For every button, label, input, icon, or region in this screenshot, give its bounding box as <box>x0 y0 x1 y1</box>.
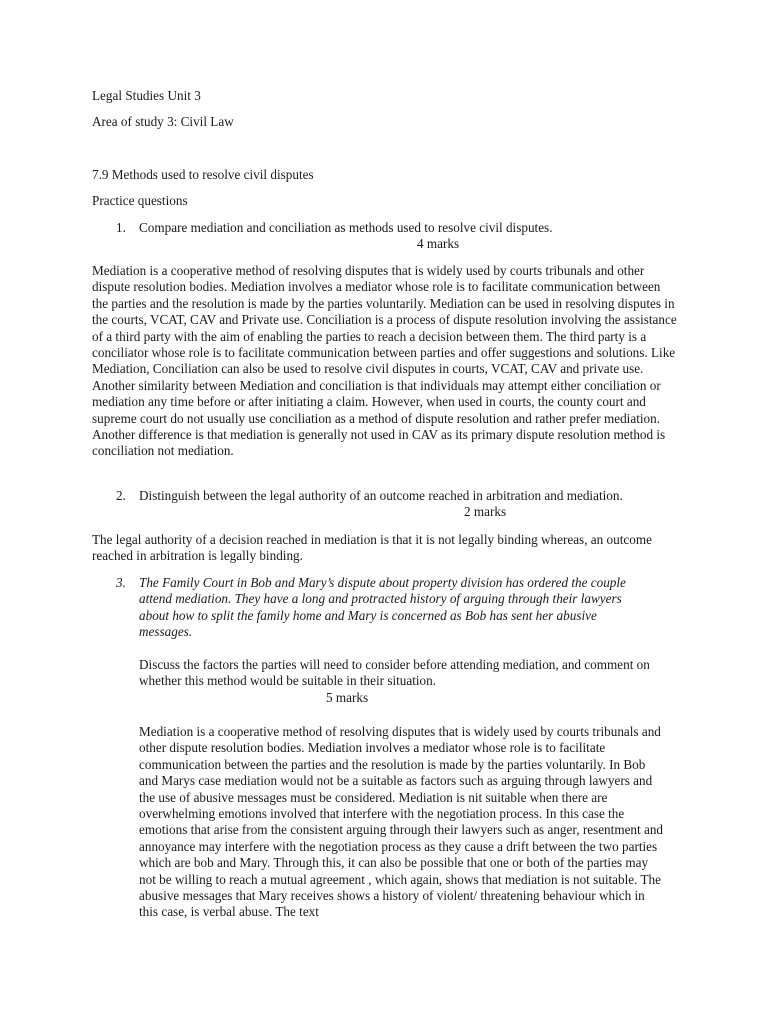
question-3-text: Discuss the factors the parties will need to consider before attending mediation, and comment on whether this method would be suitable in their situation. <box>139 657 650 689</box>
section-title: 7.9 Methods used to resolve civil disputes <box>92 167 314 182</box>
unit-title: Legal Studies Unit 3 <box>92 88 201 103</box>
question-2-text: Distinguish between the legal authority of an outcome reached in arbitration and mediation. <box>139 488 623 503</box>
question-3-answer: Mediation is a cooperative method of resolving disputes that is widely used by courts tribunals and other dispute resolution bodies. Mediation involves a mediator whose role is to facilitate communication between the parties and the resolution is made by the parties voluntarily. In Bob and Marys case mediation would not be a suitable as factors such as arguing through lawyers and the use of abusive messages must be considered. Mediation is nit suitable when there are overwhelming emotions involved that interfere with the negotiation process. In this case the emotions that arise from the consistent arguing through their lawyers such as anger, resentment and annoyance may interfere with the negotiation process as they cause a drift between the two parties which are bob and Mary. Through this, it can also be possible that one or both of the parties may not be willing to reach a mutual agreement , which again, shows that mediation is not suitable. The abusive messages that Mary receives shows a history of violent/ threatening behaviour which in this case, is verbal abuse. The text <box>139 724 664 920</box>
area-of-study: Area of study 3: Civil Law <box>92 114 234 129</box>
section-subtitle: Practice questions <box>92 193 188 208</box>
question-1-answer: Mediation is a cooperative method of resolving disputes that is widely used by courts tribunals and other dispute resolution bodies. Mediation involves a mediator whose role is to facilitate communication between the parties and the resolution is made by the parties voluntarily. Mediation can be used in resolving disputes in the courts, VCAT, CAV and Private use. Conciliation is a process of dispute resolution involving the assistance of a third party with the aim of enabling the parties to reach a decision between them. The third party is a conciliator whose role is to facilitate communication between parties and offer suggestions and solutions. Like Mediation, Conciliation can also be used to resolve civil disputes in courts, VCAT, CAV and private use. Another similarity between Mediation and conciliation is that individuals may attempt either conciliation or mediation any time before or after initiating a claim. However, when used in courts, the county court and supreme court do not usually use conciliation as a method of dispute resolution and rather prefer mediation. Another difference is that mediation is generally not used in CAV as its primary dispute resolution method is conciliation not mediation. <box>92 263 677 459</box>
question-3-number: 3. <box>116 575 126 590</box>
question-1-number: 1. <box>116 220 126 235</box>
question-1-marks: 4 marks <box>417 236 460 251</box>
question-2-marks: 2 marks <box>464 504 507 519</box>
question-3-scenario: The Family Court in Bob and Mary’s dispute about property division has ordered the couple attend mediation. They have a long and protracted history of arguing through their lawyers about how to split the family home and Mary is concerned as Bob has sent her abusive messages. <box>139 575 626 640</box>
question-2-number: 2. <box>116 488 126 503</box>
question-3-marks: 5 marks <box>326 690 369 705</box>
question-2-answer: The legal authority of a decision reached in mediation is that it is not legally binding whereas, an outcome reached in arbitration is legally binding. <box>92 532 652 564</box>
question-1-text: Compare mediation and conciliation as methods used to resolve civil disputes. <box>139 220 553 235</box>
